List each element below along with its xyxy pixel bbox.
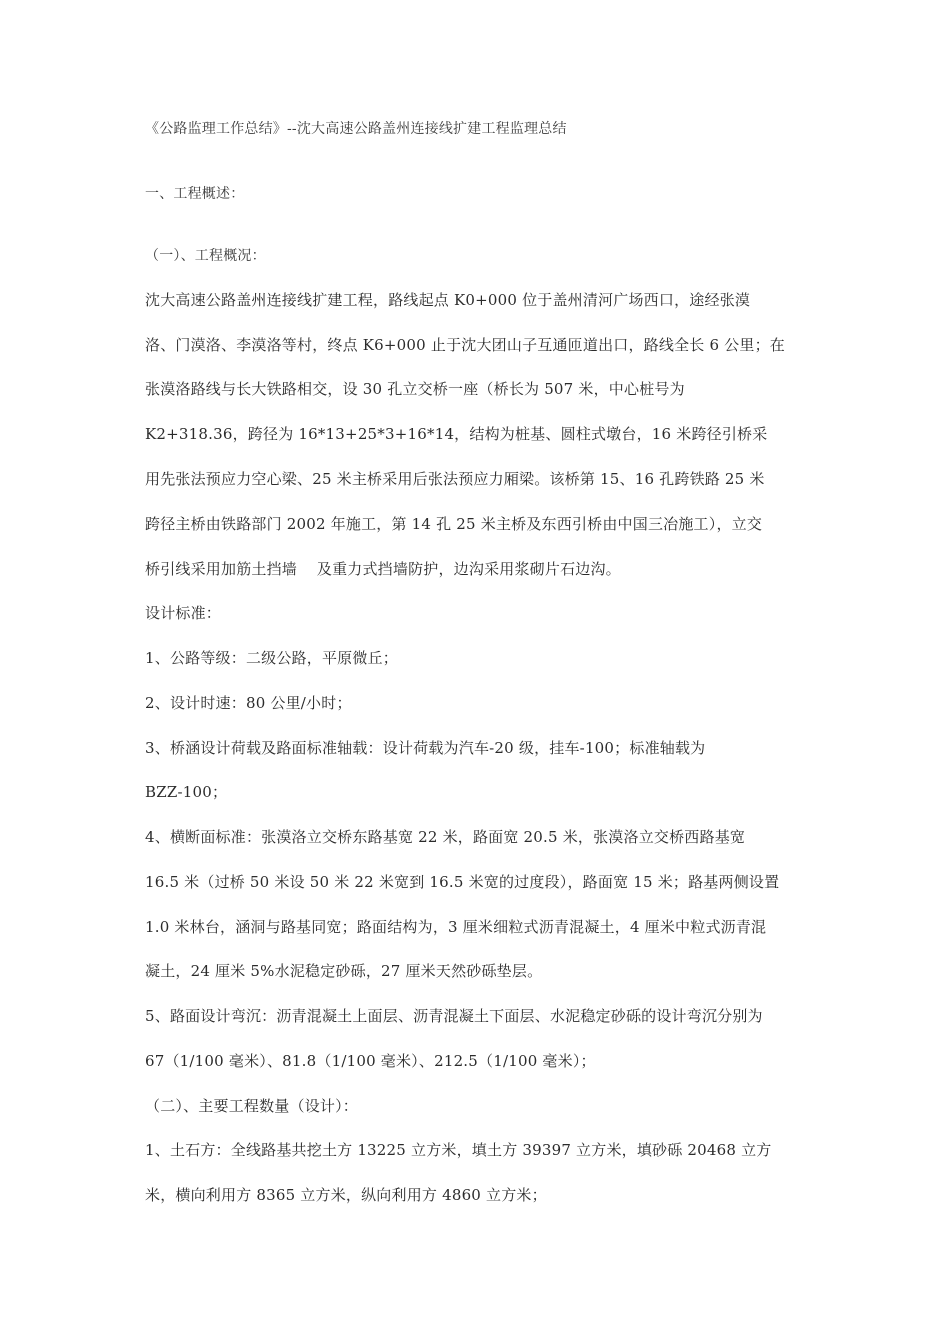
paragraph-line: 用先张法预应力空心梁、25 米主桥采用后张法预应力厢梁。该桥第 15、16 孔跨铁路 25 米 bbox=[145, 470, 765, 488]
standard-line: 67（1/100 毫米）、81.8（1/100 毫米）、212.5（1/100 毫米）； bbox=[145, 1052, 596, 1070]
paragraph-line: 沈大高速公路盖州连接线扩建工程，路线起点 K0+000 位于盖州清河广场西口，途经张漠 bbox=[145, 291, 751, 309]
standard-line: BZZ-100； bbox=[145, 783, 228, 801]
quantity-line: 1、土石方：全线路基共挖土方 13225 立方米，填土方 39397 立方米，填砂砾 20468 立方 bbox=[145, 1141, 772, 1159]
standard-line: 5、路面设计弯沉：沥青混凝土上面层、沥青混凝土下面层、水泥稳定砂砾的设计弯沉分别为 bbox=[145, 1007, 763, 1025]
standard-line: 4、横断面标准：张漠洛立交桥东路基宽 22 米，路面宽 20.5 米，张漠洛立交桥西路基宽 bbox=[145, 828, 746, 846]
standard-line: 2、设计时速：80 公里/小时； bbox=[145, 694, 352, 712]
paragraph-line: 桥引线采用加筋土挡墙 及重力式挡墙防护，边沟采用浆砌片石边沟。 bbox=[145, 560, 621, 578]
subsection-heading: （二）、主要工程数量（设计）： bbox=[145, 1097, 359, 1115]
paragraph-line: 洛、门漠洛、李漠洛等村，终点 K6+000 止于沈大团山子互通匝道出口，路线全长 6 公里；在 bbox=[145, 336, 785, 354]
paragraph-line: 张漠洛路线与长大铁路相交，设 30 孔立交桥一座（桥长为 507 米，中心桩号为 bbox=[145, 380, 685, 398]
paragraph-line: 跨径主桥由铁路部门 2002 年施工，第 14 孔 25 米主桥及东西引桥由中国三冶施工），立交 bbox=[145, 515, 763, 533]
design-standard-label: 设计标准： bbox=[145, 604, 222, 622]
document-title: 《公路监理工作总结》--沈大高速公路盖州连接线扩建工程监理总结 bbox=[145, 121, 567, 137]
subsection-heading: （一）、工程概况： bbox=[145, 248, 266, 264]
section-heading: 一、工程概述： bbox=[145, 186, 245, 202]
paragraph-line: K2+318.36，跨径为 16*13+25*3+16*14，结构为桩基、圆柱式墩台，16 米跨径引桥采 bbox=[145, 425, 768, 443]
standard-line: 1、公路等级：二级公路，平原微丘； bbox=[145, 649, 398, 667]
standard-line: 1.0 米林台，涵洞与路基同宽；路面结构为，3 厘米细粒式沥青混凝土，4 厘米中粒式沥青混 bbox=[145, 918, 767, 936]
standard-line: 3、桥涵设计荷载及路面标准轴载：设计荷载为汽车-20 级，挂车-100；标准轴载为 bbox=[145, 739, 706, 757]
standard-line: 凝土，24 厘米 5%水泥稳定砂砾，27 厘米天然砂砾垫层。 bbox=[145, 962, 543, 980]
quantity-line: 米，横向利用方 8365 立方米，纵向利用方 4860 立方米； bbox=[145, 1186, 547, 1204]
standard-line: 16.5 米（过桥 50 米设 50 米 22 米宽到 16.5 米宽的过度段），路面宽 15 米；路基两侧设置 bbox=[145, 873, 780, 891]
